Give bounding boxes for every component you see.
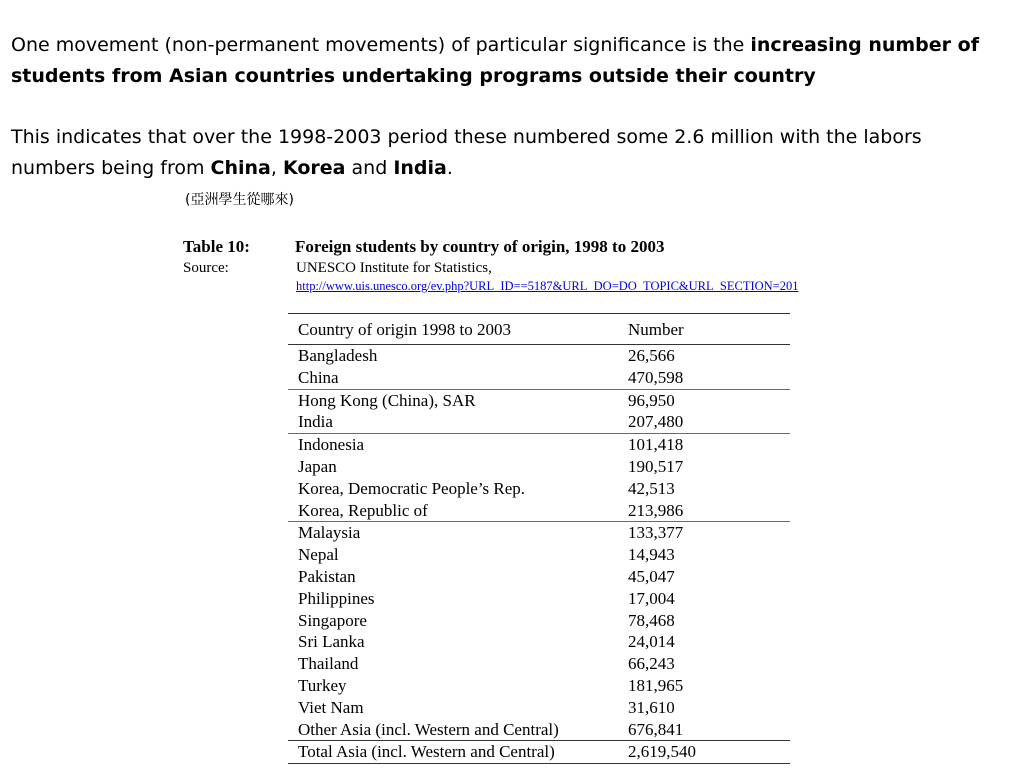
- cell-number: 24,014: [628, 632, 675, 652]
- cell-country: China: [288, 367, 618, 389]
- header-number: Number: [618, 314, 790, 345]
- cell-number: 207,480: [618, 411, 790, 433]
- intro-paragraph: [11, 30, 1011, 92]
- table-row: [288, 719, 790, 741]
- cell-country: Nepal: [298, 545, 339, 565]
- table-row: [288, 566, 790, 588]
- table-row: [288, 345, 790, 367]
- cell-number: 45,047: [628, 566, 675, 586]
- cell-country: Thailand: [298, 654, 359, 674]
- total-number: 2,619,540: [618, 741, 790, 764]
- table-total-row: [288, 741, 790, 764]
- summary-text: This indicates that over the 1998-2003 period these numbered some 2.6 million with the labors numbers being from: [11, 126, 922, 179]
- cell-number: 470,598: [618, 367, 790, 389]
- table-body: [288, 345, 790, 741]
- cell-country: Malaysia: [298, 523, 361, 543]
- cell-number: 26,566: [628, 346, 675, 365]
- cell-country: Singapore: [298, 610, 367, 630]
- summary-china: China: [210, 157, 271, 179]
- cell-country: Japan: [298, 456, 337, 476]
- cell-number: 96,950: [628, 390, 675, 410]
- cell-country: Pakistan: [298, 566, 356, 586]
- cell-country: Sri Lanka: [298, 632, 365, 652]
- source-link[interactable]: http://www.uis.unesco.org/ev.php?URL_ID==5187&URL_DO=DO_TOPIC&URL_SECTION=201: [296, 279, 799, 293]
- source-label: Source:: [183, 260, 229, 276]
- summary-separator-2: and: [345, 157, 394, 179]
- cell-number: 213,986: [618, 500, 790, 522]
- table-row: [288, 456, 790, 478]
- cell-number: 101,418: [628, 435, 684, 455]
- cell-number: 676,841: [628, 719, 684, 739]
- cell-number: 14,943: [628, 545, 675, 565]
- cell-number: 66,243: [628, 654, 675, 674]
- table-row: [288, 675, 790, 697]
- table-row: [288, 610, 790, 632]
- table-row: [288, 653, 790, 675]
- cell-country: Bangladesh: [298, 346, 378, 365]
- cell-country: Korea, Republic of: [288, 500, 618, 522]
- summary-end: .: [446, 157, 453, 179]
- summary-paragraph: [11, 122, 1011, 184]
- cell-number: 42,513: [628, 478, 675, 498]
- table-row: [288, 434, 790, 456]
- intro-emphasis: increasing number of students from Asian countries undertaking programs outside their country: [11, 34, 979, 87]
- table-row: [288, 478, 790, 500]
- intro-text: One movement (non-permanent movements) of particular significance is the: [11, 34, 751, 56]
- cell-country: Korea, Democratic People’s Rep.: [298, 478, 526, 498]
- table-row: [288, 500, 790, 522]
- cell-number: 78,468: [628, 610, 675, 630]
- cell-number: 31,610: [628, 697, 675, 717]
- table-row: [288, 522, 790, 544]
- cell-country: India: [288, 411, 618, 433]
- table-row: [288, 588, 790, 610]
- summary-korea: Korea: [282, 157, 346, 179]
- students-table: [288, 313, 790, 764]
- cell-number: 181,965: [628, 675, 684, 695]
- summary-india: India: [393, 157, 447, 179]
- cell-number: 190,517: [628, 456, 684, 476]
- table-row: [288, 697, 790, 719]
- cell-country: Philippines: [298, 588, 375, 608]
- source-text: UNESCO Institute for Statistics,: [296, 260, 492, 276]
- table-row: [288, 367, 790, 389]
- table-number-label: Table 10:: [183, 237, 250, 256]
- summary-separator-1: ,: [270, 157, 283, 179]
- table-row: [288, 544, 790, 566]
- cell-country: Indonesia: [298, 435, 365, 455]
- cell-number: 133,377: [628, 523, 684, 543]
- cell-country: Turkey: [298, 675, 347, 695]
- cell-country: Viet Nam: [298, 697, 364, 717]
- cell-country: Hong Kong (China), SAR: [298, 390, 476, 410]
- table-header-row: [288, 314, 790, 345]
- table-row: [288, 411, 790, 433]
- chinese-annotation: (亞洲學生從哪來): [185, 192, 294, 208]
- cell-country: Other Asia (incl. Western and Central): [298, 719, 559, 739]
- cell-number: 17,004: [628, 588, 675, 608]
- header-country: Country of origin 1998 to 2003: [288, 314, 618, 345]
- total-country: Total Asia (incl. Western and Central): [288, 741, 618, 764]
- table-row: [288, 631, 790, 653]
- table-row: [288, 389, 790, 411]
- table-title: Foreign students by country of origin, 1998 to 2003: [295, 237, 665, 256]
